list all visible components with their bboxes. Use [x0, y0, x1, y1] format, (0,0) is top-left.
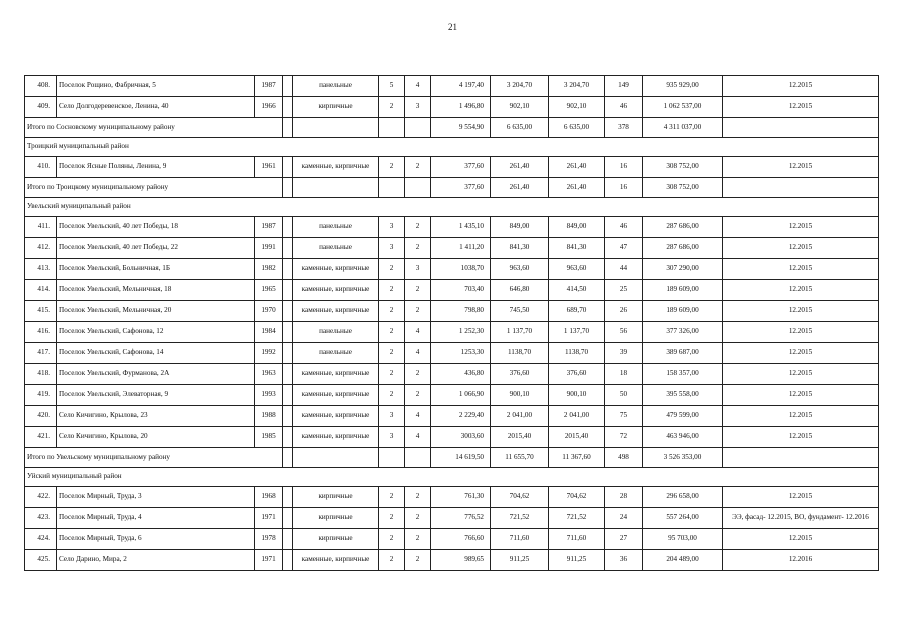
living-area-cell: 2 041,00 [549, 406, 605, 427]
table-row [25, 343, 879, 364]
wall-material-cell: каменные, кирпичные [293, 301, 379, 322]
term-cell: 12.2015 [723, 238, 879, 259]
year-cell: 1985 [255, 427, 283, 448]
total-area-cell: 776,52 [431, 508, 491, 529]
wall-material-cell: кирпичные [293, 97, 379, 118]
total-area-cell: 1 066,90 [431, 385, 491, 406]
area-cell: 1 137,70 [491, 322, 549, 343]
wall-material-cell: кирпичные [293, 487, 379, 508]
floors-cell: 2 [379, 364, 405, 385]
year-cell: 1982 [255, 259, 283, 280]
area-cell: 2015,40 [491, 427, 549, 448]
residents-cell: 25 [605, 280, 643, 301]
entrances-cell: 2 [405, 364, 431, 385]
area-cell: 646,80 [491, 280, 549, 301]
year-cell: 1970 [255, 301, 283, 322]
total-area-cell: 377,60 [431, 157, 491, 178]
row-number: 416. [25, 322, 57, 343]
year-cell: 1993 [255, 385, 283, 406]
empty-cell [379, 448, 405, 468]
residents-cell: 75 [605, 406, 643, 427]
row-number: 420. [25, 406, 57, 427]
entrances-cell: 4 [405, 343, 431, 364]
empty-cell [283, 238, 293, 259]
floors-cell: 2 [379, 550, 405, 571]
row-number: 413. [25, 259, 57, 280]
row-number: 411. [25, 217, 57, 238]
living-area-cell: 376,60 [549, 364, 605, 385]
wall-material-cell: каменные, кирпичные [293, 157, 379, 178]
year-cell: 1968 [255, 487, 283, 508]
address-cell: Поселок Ясные Поляны, Ленина, 9 [57, 157, 255, 178]
total-area-cell: 1038,70 [431, 259, 491, 280]
empty-cell [405, 448, 431, 468]
floors-cell: 2 [379, 385, 405, 406]
row-number: 409. [25, 97, 57, 118]
area-cell: 11 655,70 [491, 448, 549, 468]
cost-cell: 479 599,00 [643, 406, 723, 427]
term-cell: ЭЭ, фасад- 12.2015, ВО, фундамент- 12.2016 [723, 508, 879, 529]
term-cell: 12.2015 [723, 406, 879, 427]
area-cell: 2 041,00 [491, 406, 549, 427]
year-cell: 1971 [255, 550, 283, 571]
area-cell: 704,62 [491, 487, 549, 508]
total-area-cell: 798,80 [431, 301, 491, 322]
row-number: 417. [25, 343, 57, 364]
wall-material-cell: каменные, кирпичные [293, 427, 379, 448]
address-cell: Поселок Мирный, Труда, 3 [57, 487, 255, 508]
empty-cell [723, 178, 879, 198]
table-row [25, 157, 879, 178]
table-row [25, 238, 879, 259]
cost-cell: 935 929,00 [643, 76, 723, 97]
living-area-cell: 911,25 [549, 550, 605, 571]
year-cell: 1965 [255, 280, 283, 301]
living-area-cell: 6 635,00 [549, 118, 605, 138]
row-number: 415. [25, 301, 57, 322]
empty-cell [283, 301, 293, 322]
entrances-cell: 2 [405, 217, 431, 238]
wall-material-cell: панельные [293, 343, 379, 364]
district-heading: Увельский муниципальный район [25, 198, 879, 217]
floors-cell: 2 [379, 157, 405, 178]
address-cell: Поселок Мирный, Труда, 4 [57, 508, 255, 529]
empty-cell [723, 448, 879, 468]
table-row [25, 508, 879, 529]
total-area-cell: 1253,30 [431, 343, 491, 364]
empty-cell [405, 178, 431, 198]
year-cell: 1987 [255, 76, 283, 97]
wall-material-cell: панельные [293, 217, 379, 238]
empty-cell [293, 118, 379, 138]
term-cell: 12.2015 [723, 76, 879, 97]
total-area-cell: 14 619,50 [431, 448, 491, 468]
cost-cell: 463 946,00 [643, 427, 723, 448]
year-cell: 1991 [255, 238, 283, 259]
entrances-cell: 2 [405, 550, 431, 571]
empty-cell [379, 118, 405, 138]
address-cell: Поселок Увельский, 40 лет Победы, 18 [57, 217, 255, 238]
living-area-cell: 963,60 [549, 259, 605, 280]
empty-cell [283, 385, 293, 406]
entrances-cell: 2 [405, 280, 431, 301]
floors-cell: 2 [379, 508, 405, 529]
total-area-cell: 989,65 [431, 550, 491, 571]
table-row [25, 76, 879, 97]
empty-cell [283, 529, 293, 550]
total-label: Итого по Троицкому муниципальному району [25, 178, 283, 198]
total-area-cell: 761,30 [431, 487, 491, 508]
total-area-cell: 3003,60 [431, 427, 491, 448]
cost-cell: 557 264,00 [643, 508, 723, 529]
total-area-cell: 4 197,40 [431, 76, 491, 97]
total-label: Итого по Сосновскому муниципальному району [25, 118, 283, 138]
cost-cell: 308 752,00 [643, 157, 723, 178]
section-row [25, 198, 879, 217]
table-row [25, 529, 879, 550]
area-cell: 6 635,00 [491, 118, 549, 138]
table-row [25, 487, 879, 508]
cost-cell: 287 686,00 [643, 238, 723, 259]
term-cell: 12.2015 [723, 322, 879, 343]
empty-cell [283, 406, 293, 427]
row-number: 414. [25, 280, 57, 301]
residents-cell: 24 [605, 508, 643, 529]
entrances-cell: 2 [405, 508, 431, 529]
total-area-cell: 1 411,20 [431, 238, 491, 259]
year-cell: 1992 [255, 343, 283, 364]
total-area-cell: 1 435,10 [431, 217, 491, 238]
cost-cell: 287 686,00 [643, 217, 723, 238]
area-cell: 3 204,70 [491, 76, 549, 97]
floors-cell: 2 [379, 280, 405, 301]
term-cell: 12.2015 [723, 487, 879, 508]
wall-material-cell: каменные, кирпичные [293, 364, 379, 385]
address-cell: Село Дарино, Мира, 2 [57, 550, 255, 571]
total-area-cell: 377,60 [431, 178, 491, 198]
total-row [25, 448, 879, 468]
empty-cell [283, 427, 293, 448]
living-area-cell: 1 137,70 [549, 322, 605, 343]
row-number: 412. [25, 238, 57, 259]
term-cell: 12.2015 [723, 385, 879, 406]
floors-cell: 3 [379, 238, 405, 259]
year-cell: 1988 [255, 406, 283, 427]
address-cell: Поселок Увельский, Мельничная, 18 [57, 280, 255, 301]
residents-cell: 46 [605, 97, 643, 118]
table-row [25, 385, 879, 406]
residents-cell: 39 [605, 343, 643, 364]
entrances-cell: 2 [405, 238, 431, 259]
term-cell: 12.2016 [723, 550, 879, 571]
total-area-cell: 703,40 [431, 280, 491, 301]
area-cell: 902,10 [491, 97, 549, 118]
area-cell: 745,50 [491, 301, 549, 322]
area-cell: 911,25 [491, 550, 549, 571]
area-cell: 963,60 [491, 259, 549, 280]
address-cell: Поселок Мирный, Труда, 6 [57, 529, 255, 550]
residents-cell: 378 [605, 118, 643, 138]
term-cell: 12.2015 [723, 301, 879, 322]
table-row [25, 427, 879, 448]
residents-cell: 16 [605, 178, 643, 198]
table-row [25, 322, 879, 343]
housing-register-table [24, 75, 879, 571]
residents-cell: 36 [605, 550, 643, 571]
floors-cell: 3 [379, 217, 405, 238]
table-row [25, 364, 879, 385]
area-cell: 900,10 [491, 385, 549, 406]
area-cell: 1138,70 [491, 343, 549, 364]
entrances-cell: 4 [405, 76, 431, 97]
row-number: 418. [25, 364, 57, 385]
district-heading: Уйский муниципальный район [25, 468, 879, 487]
wall-material-cell: каменные, кирпичные [293, 385, 379, 406]
living-area-cell: 11 367,60 [549, 448, 605, 468]
entrances-cell: 2 [405, 529, 431, 550]
residents-cell: 50 [605, 385, 643, 406]
residents-cell: 44 [605, 259, 643, 280]
empty-cell [405, 118, 431, 138]
table-row [25, 550, 879, 571]
table-row [25, 259, 879, 280]
entrances-cell: 3 [405, 259, 431, 280]
wall-material-cell: кирпичные [293, 508, 379, 529]
address-cell: Поселок Увельский, Сафонова, 14 [57, 343, 255, 364]
floors-cell: 3 [379, 406, 405, 427]
floors-cell: 2 [379, 301, 405, 322]
entrances-cell: 2 [405, 487, 431, 508]
total-label: Итого по Увельскому муниципальному району [25, 448, 283, 468]
empty-cell [283, 508, 293, 529]
area-cell: 261,40 [491, 157, 549, 178]
wall-material-cell: каменные, кирпичные [293, 406, 379, 427]
entrances-cell: 4 [405, 322, 431, 343]
living-area-cell: 689,70 [549, 301, 605, 322]
cost-cell: 1 062 537,00 [643, 97, 723, 118]
term-cell: 12.2015 [723, 157, 879, 178]
address-cell: Село Долгодеревенское, Ленина, 40 [57, 97, 255, 118]
cost-cell: 296 658,00 [643, 487, 723, 508]
total-area-cell: 766,60 [431, 529, 491, 550]
entrances-cell: 3 [405, 97, 431, 118]
empty-cell [723, 118, 879, 138]
residents-cell: 27 [605, 529, 643, 550]
address-cell: Поселок Увельский, Элеваторная, 9 [57, 385, 255, 406]
row-number: 421. [25, 427, 57, 448]
total-area-cell: 1 496,80 [431, 97, 491, 118]
area-cell: 841,30 [491, 238, 549, 259]
total-row [25, 118, 879, 138]
row-number: 425. [25, 550, 57, 571]
area-cell: 261,40 [491, 178, 549, 198]
living-area-cell: 849,00 [549, 217, 605, 238]
term-cell: 12.2015 [723, 97, 879, 118]
living-area-cell: 900,10 [549, 385, 605, 406]
table-row [25, 301, 879, 322]
address-cell: Поселок Увельский, Фурманова, 2А [57, 364, 255, 385]
cost-cell: 389 687,00 [643, 343, 723, 364]
cost-cell: 307 290,00 [643, 259, 723, 280]
empty-cell [283, 217, 293, 238]
cost-cell: 4 311 037,00 [643, 118, 723, 138]
floors-cell: 5 [379, 76, 405, 97]
entrances-cell: 4 [405, 427, 431, 448]
total-row [25, 178, 879, 198]
residents-cell: 149 [605, 76, 643, 97]
term-cell: 12.2015 [723, 427, 879, 448]
address-cell: Поселок Увельский, 40 лет Победы, 22 [57, 238, 255, 259]
table-row [25, 280, 879, 301]
living-area-cell: 704,62 [549, 487, 605, 508]
term-cell: 12.2015 [723, 280, 879, 301]
empty-cell [283, 178, 293, 198]
cost-cell: 204 489,00 [643, 550, 723, 571]
table-row [25, 97, 879, 118]
living-area-cell: 2015,40 [549, 427, 605, 448]
area-cell: 376,60 [491, 364, 549, 385]
table-body [25, 76, 879, 571]
wall-material-cell: каменные, кирпичные [293, 280, 379, 301]
cost-cell: 308 752,00 [643, 178, 723, 198]
address-cell: Поселок Увельский, Мельничная, 20 [57, 301, 255, 322]
wall-material-cell: панельные [293, 238, 379, 259]
floors-cell: 2 [379, 259, 405, 280]
residents-cell: 498 [605, 448, 643, 468]
address-cell: Поселок Увельский, Больничная, 1Б [57, 259, 255, 280]
residents-cell: 47 [605, 238, 643, 259]
empty-cell [283, 322, 293, 343]
empty-cell [283, 364, 293, 385]
empty-cell [283, 97, 293, 118]
address-cell: Село Кичигино, Крылова, 20 [57, 427, 255, 448]
living-area-cell: 711,60 [549, 529, 605, 550]
row-number: 423. [25, 508, 57, 529]
total-area-cell: 9 554,90 [431, 118, 491, 138]
area-cell: 721,52 [491, 508, 549, 529]
term-cell: 12.2015 [723, 259, 879, 280]
floors-cell: 2 [379, 97, 405, 118]
row-number: 422. [25, 487, 57, 508]
year-cell: 1966 [255, 97, 283, 118]
term-cell: 12.2015 [723, 217, 879, 238]
empty-cell [283, 259, 293, 280]
living-area-cell: 841,30 [549, 238, 605, 259]
year-cell: 1984 [255, 322, 283, 343]
row-number: 424. [25, 529, 57, 550]
wall-material-cell: кирпичные [293, 529, 379, 550]
residents-cell: 72 [605, 427, 643, 448]
total-area-cell: 1 252,30 [431, 322, 491, 343]
cost-cell: 158 357,00 [643, 364, 723, 385]
floors-cell: 2 [379, 343, 405, 364]
residents-cell: 28 [605, 487, 643, 508]
residents-cell: 18 [605, 364, 643, 385]
living-area-cell: 261,40 [549, 178, 605, 198]
year-cell: 1978 [255, 529, 283, 550]
row-number: 410. [25, 157, 57, 178]
empty-cell [283, 487, 293, 508]
residents-cell: 46 [605, 217, 643, 238]
empty-cell [283, 343, 293, 364]
living-area-cell: 1138,70 [549, 343, 605, 364]
year-cell: 1961 [255, 157, 283, 178]
empty-cell [283, 280, 293, 301]
total-area-cell: 2 229,40 [431, 406, 491, 427]
empty-cell [283, 76, 293, 97]
page-number: 21 [448, 22, 457, 32]
cost-cell: 3 526 353,00 [643, 448, 723, 468]
floors-cell: 2 [379, 487, 405, 508]
empty-cell [379, 178, 405, 198]
row-number: 408. [25, 76, 57, 97]
empty-cell [283, 118, 293, 138]
year-cell: 1971 [255, 508, 283, 529]
residents-cell: 16 [605, 157, 643, 178]
year-cell: 1987 [255, 217, 283, 238]
row-number: 419. [25, 385, 57, 406]
cost-cell: 189 609,00 [643, 280, 723, 301]
term-cell: 12.2015 [723, 529, 879, 550]
year-cell: 1963 [255, 364, 283, 385]
term-cell: 12.2015 [723, 364, 879, 385]
living-area-cell: 902,10 [549, 97, 605, 118]
wall-material-cell: панельные [293, 322, 379, 343]
floors-cell: 2 [379, 322, 405, 343]
floors-cell: 2 [379, 529, 405, 550]
address-cell: Поселок Увельский, Сафонова, 12 [57, 322, 255, 343]
living-area-cell: 261,40 [549, 157, 605, 178]
empty-cell [293, 448, 379, 468]
area-cell: 849,00 [491, 217, 549, 238]
living-area-cell: 414,50 [549, 280, 605, 301]
table-row [25, 406, 879, 427]
section-row [25, 138, 879, 157]
table-row [25, 217, 879, 238]
living-area-cell: 3 204,70 [549, 76, 605, 97]
wall-material-cell: каменные, кирпичные [293, 259, 379, 280]
empty-cell [283, 157, 293, 178]
entrances-cell: 2 [405, 157, 431, 178]
total-area-cell: 436,80 [431, 364, 491, 385]
address-cell: Село Кичигино, Крылова, 23 [57, 406, 255, 427]
residents-cell: 26 [605, 301, 643, 322]
cost-cell: 395 558,00 [643, 385, 723, 406]
entrances-cell: 2 [405, 385, 431, 406]
district-heading: Троицкий муниципальный район [25, 138, 879, 157]
entrances-cell: 2 [405, 301, 431, 322]
empty-cell [283, 448, 293, 468]
wall-material-cell: каменные, кирпичные [293, 550, 379, 571]
section-row [25, 468, 879, 487]
living-area-cell: 721,52 [549, 508, 605, 529]
empty-cell [293, 178, 379, 198]
area-cell: 711,60 [491, 529, 549, 550]
cost-cell: 95 703,00 [643, 529, 723, 550]
cost-cell: 377 326,00 [643, 322, 723, 343]
term-cell: 12.2015 [723, 343, 879, 364]
cost-cell: 189 609,00 [643, 301, 723, 322]
entrances-cell: 4 [405, 406, 431, 427]
residents-cell: 56 [605, 322, 643, 343]
empty-cell [283, 550, 293, 571]
wall-material-cell: панельные [293, 76, 379, 97]
floors-cell: 3 [379, 427, 405, 448]
address-cell: Поселок Рощино, Фабричная, 5 [57, 76, 255, 97]
